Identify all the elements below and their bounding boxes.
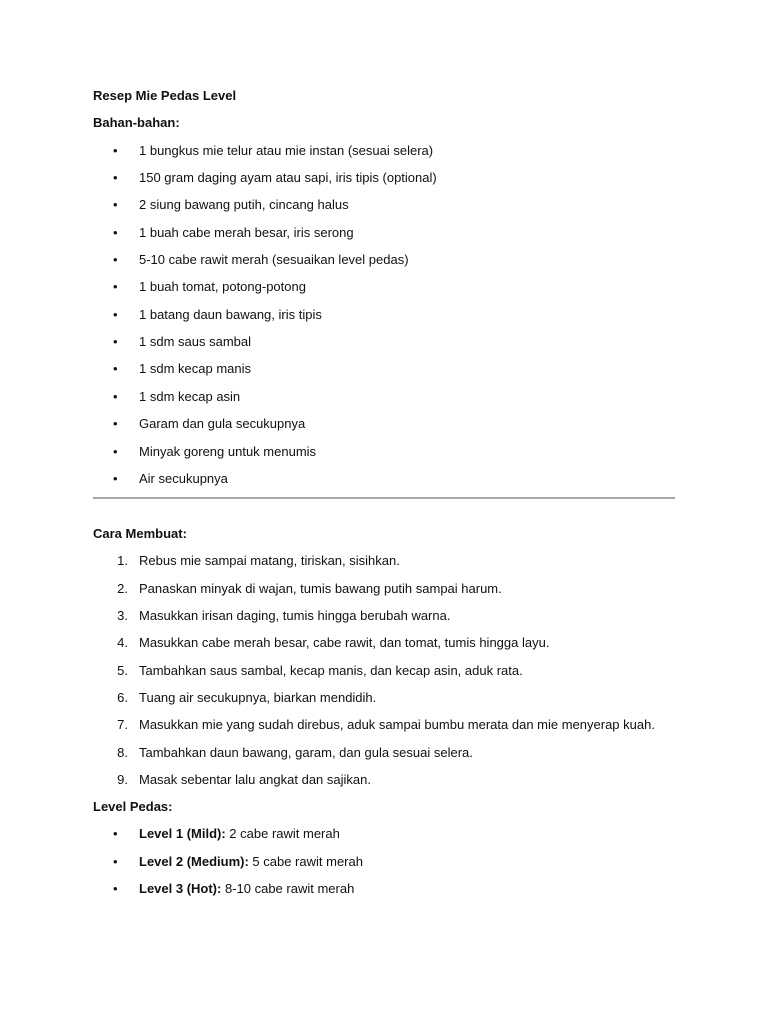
bullet-icon: •: [113, 307, 118, 322]
bullet-icon: •: [113, 197, 118, 212]
step-text: Rebus mie sampai matang, tiriskan, sisihkan.: [139, 553, 400, 568]
list-item: [0, 471, 768, 487]
bullet-icon: •: [113, 170, 118, 185]
list-item: [0, 663, 768, 679]
step-number: 6.: [117, 690, 128, 705]
list-item: [0, 307, 768, 323]
list-item: [0, 581, 768, 597]
ingredient-text: 1 batang daun bawang, iris tipis: [139, 307, 322, 322]
step-number: 1.: [117, 553, 128, 568]
bullet-icon: •: [113, 881, 118, 896]
level-line: [139, 881, 354, 897]
level-label: Level 2 (Medium):: [139, 854, 249, 869]
ingredient-text: 1 bungkus mie telur atau mie instan (sesuai selera): [139, 143, 434, 158]
list-item: [0, 717, 768, 733]
step-number: 8.: [117, 745, 128, 760]
document-title: Resep Mie Pedas Level: [93, 88, 237, 103]
bullet-icon: •: [113, 361, 118, 376]
step-number: 3.: [117, 608, 128, 623]
ingredient-text: 2 siung bawang putih, cincang halus: [139, 197, 349, 212]
ingredients-heading: Bahan-bahan:: [93, 115, 180, 130]
level-value: 5 cabe rawit merah: [248, 854, 363, 869]
step-text: Panaskan minyak di wajan, tumis bawang putih sampai harum.: [139, 581, 502, 596]
step-number: 5.: [117, 663, 128, 678]
bullet-icon: •: [113, 416, 118, 431]
bullet-icon: •: [113, 225, 118, 240]
list-item: [0, 143, 768, 159]
list-item: [0, 881, 768, 897]
steps-heading: Cara Membuat:: [93, 526, 187, 541]
list-item: [0, 608, 768, 624]
ingredient-text: Air secukupnya: [139, 471, 228, 486]
level-label: Level 1 (Mild):: [139, 826, 226, 841]
step-text: Tuang air secukupnya, biarkan mendidih.: [139, 690, 377, 705]
step-number: 4.: [117, 635, 128, 650]
list-item: [0, 553, 768, 569]
ingredient-text: 150 gram daging ayam atau sapi, iris tipis (optional): [139, 170, 437, 185]
bullet-icon: •: [113, 279, 118, 294]
step-text: Masukkan cabe merah besar, cabe rawit, dan tomat, tumis hingga layu.: [139, 635, 550, 650]
list-item: [0, 225, 768, 241]
step-text: Tambahkan saus sambal, kecap manis, dan kecap asin, aduk rata.: [139, 663, 523, 678]
bullet-icon: •: [113, 389, 118, 404]
step-number: 2.: [117, 581, 128, 596]
list-item: [0, 170, 768, 186]
list-item: [0, 854, 768, 870]
ingredient-text: 1 buah cabe merah besar, iris serong: [139, 225, 354, 240]
list-item: [0, 772, 768, 788]
bullet-icon: •: [113, 143, 118, 158]
list-item: [0, 745, 768, 761]
list-item: [0, 197, 768, 213]
list-item: [0, 444, 768, 460]
list-item: [0, 334, 768, 350]
ingredient-text: 5-10 cabe rawit merah (sesuaikan level pedas): [139, 252, 409, 267]
ingredient-text: 1 sdm kecap asin: [139, 389, 241, 404]
bullet-icon: •: [113, 252, 118, 267]
level-value: 2 cabe rawit merah: [225, 826, 340, 841]
level-line: [139, 854, 363, 870]
list-item: [0, 389, 768, 405]
ingredient-text: 1 sdm kecap manis: [139, 361, 251, 376]
step-text: Masukkan irisan daging, tumis hingga berubah warna.: [139, 608, 451, 623]
levels-heading: Level Pedas:: [93, 799, 173, 814]
step-text: Masak sebentar lalu angkat dan sajikan.: [139, 772, 371, 787]
level-value: 8-10 cabe rawit merah: [221, 881, 355, 896]
list-item: [0, 361, 768, 377]
bullet-icon: •: [113, 854, 118, 869]
step-number: 9.: [117, 772, 128, 787]
bullet-icon: •: [113, 334, 118, 349]
bullet-icon: •: [113, 826, 118, 841]
bullet-icon: •: [113, 471, 118, 486]
step-number: 7.: [117, 717, 128, 732]
list-item: [0, 416, 768, 432]
step-text: Tambahkan daun bawang, garam, dan gula sesuai selera.: [139, 745, 473, 760]
ingredient-text: 1 buah tomat, potong-potong: [139, 279, 306, 294]
level-label: Level 3 (Hot):: [139, 881, 222, 896]
ingredient-text: Garam dan gula secukupnya: [139, 416, 306, 431]
list-item: [0, 252, 768, 268]
list-item: [0, 279, 768, 295]
bullet-icon: •: [113, 444, 118, 459]
ingredient-text: Minyak goreng untuk menumis: [139, 444, 317, 459]
step-text: Masukkan mie yang sudah direbus, aduk sampai bumbu merata dan mie menyerap kuah.: [139, 717, 655, 732]
horizontal-divider: [93, 497, 675, 499]
list-item: [0, 635, 768, 651]
level-line: [139, 826, 340, 842]
list-item: [0, 690, 768, 706]
list-item: [0, 826, 768, 842]
ingredient-text: 1 sdm saus sambal: [139, 334, 251, 349]
